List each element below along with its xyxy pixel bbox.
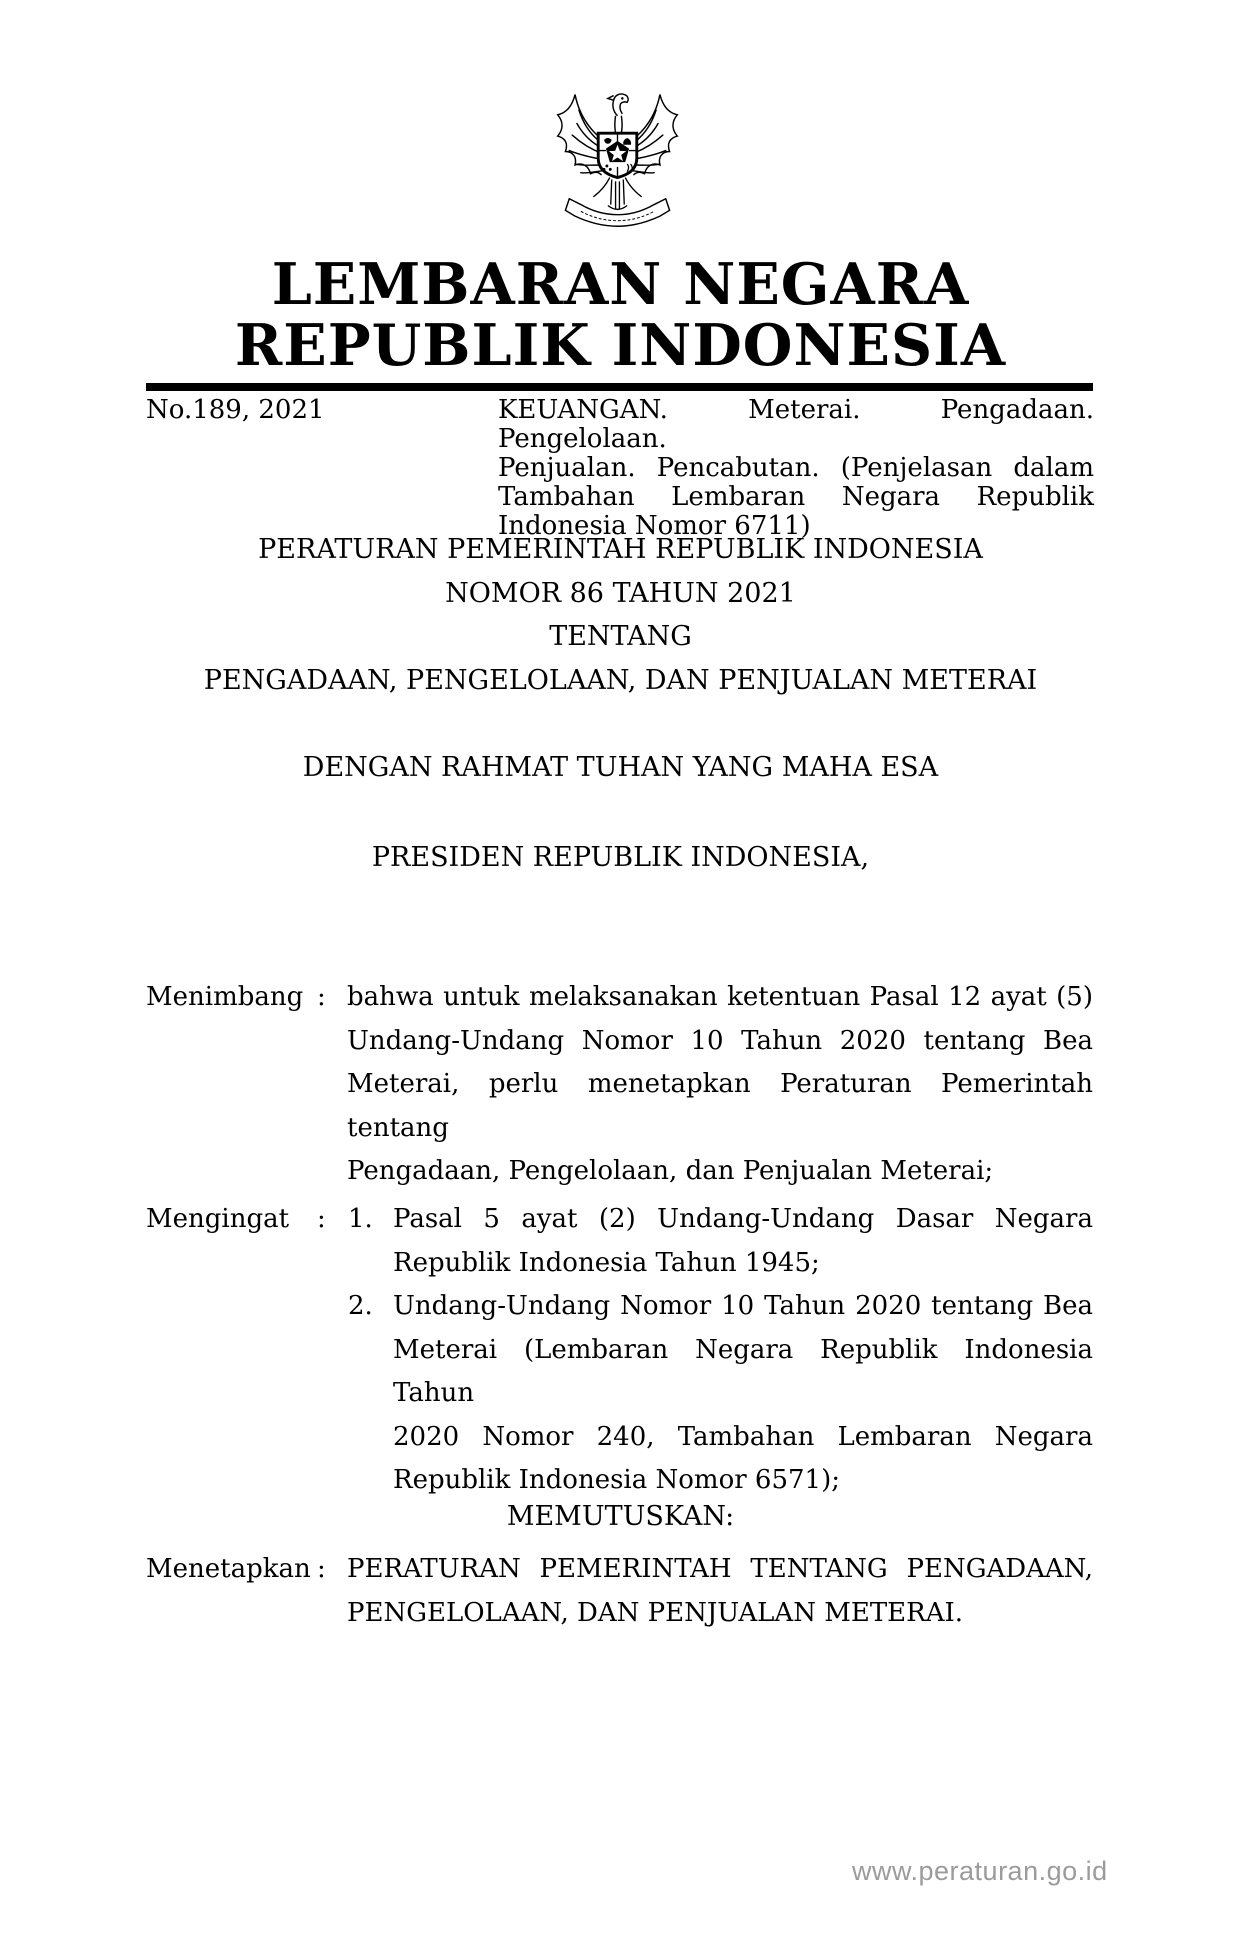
deciding-line: PENGELOLAAN, DAN PENJUALAN METERAI. (347, 1597, 964, 1628)
edition-subject-line: KEUANGAN. Meterai. Pengadaan. Pengelolaan. (498, 395, 1094, 454)
masthead-divider-rule (146, 383, 1093, 391)
considering-line: bahwa untuk melaksanakan ketentuan Pasal 12 ayat (5) (347, 982, 1093, 1012)
list-item-number: 1. (348, 1204, 373, 1234)
regulation-number-line: NOMOR 86 TAHUN 2021 (445, 578, 796, 609)
legal-basis-list (348, 1198, 1093, 1503)
edition-number: No.189, 2021 (146, 395, 325, 425)
regulation-title-line1: PERATURAN PEMERINTAH REPUBLIK INDONESIA (258, 534, 983, 565)
garuda-pancasila-icon (540, 83, 695, 247)
regulation-subject-line: PENGADAAN, PENGELOLAAN, DAN PENJUALAN METERAI (203, 665, 1038, 696)
deciding-line: PERATURAN PEMERINTAH TENTANG PENGADAAN, (347, 1554, 1093, 1584)
list-item-line: 2020 Nomor 240, Tambahan Lembaran Negara (393, 1421, 1093, 1452)
considering-line: Pengadaan, Pengelolaan, dan Penjualan Meterai; (347, 1156, 994, 1186)
deciding-colon: : (317, 1554, 326, 1584)
garuda-pancasila-emblem (540, 83, 695, 247)
considering-paragraph (347, 976, 1093, 1194)
masthead (0, 251, 1241, 379)
list-item-text (393, 1285, 1093, 1503)
deciding-paragraph (347, 1548, 1093, 1635)
considering-line: Undang-Undang Nomor 10 Tahun 2020 tentang Bea (347, 1025, 1093, 1056)
list-item-line: Republik Indonesia Nomor 6571); (393, 1465, 840, 1495)
masthead-title-line2: REPUBLIK INDONESIA (234, 312, 1007, 379)
list-item-number: 2. (348, 1291, 373, 1321)
regulation-tentang-line: TENTANG (549, 621, 692, 652)
deciding-label: Menetapkan (146, 1554, 311, 1584)
edition-subject-line: Penjualan. Pencabutan. (Penjelasan dalam (498, 453, 1094, 483)
remembering-colon: : (317, 1204, 326, 1234)
considering-line: Meterai, perlu menetapkan Peraturan Pemerintah tentang (347, 1069, 1093, 1143)
considering-label: Menimbang (146, 982, 304, 1012)
edition-subject-line: Tambahan Lembaran Negara Republik (498, 482, 1094, 512)
masthead-title-line1: LEMBARAN NEGARA (271, 251, 970, 318)
remembering-label: Mengingat (146, 1204, 290, 1234)
considering-section (146, 976, 1093, 1194)
considering-colon: : (317, 982, 326, 1012)
edition-subject (498, 396, 1094, 541)
list-item (348, 1285, 1093, 1503)
edition-subject-line: Indonesia Nomor 6711) (498, 511, 811, 541)
remembering-section (146, 1198, 1093, 1503)
list-item-line: Meterai (Lembaran Negara Republik Indonesia Tahun (393, 1334, 1093, 1408)
list-item-text (393, 1198, 1093, 1285)
list-item-line: Pasal 5 ayat (2) Undang-Undang Dasar Negara (393, 1204, 1093, 1234)
list-item (348, 1198, 1093, 1285)
authority-line: PRESIDEN REPUBLIK INDONESIA, (371, 842, 870, 873)
watermark-url: www.peraturan.go.id (852, 1856, 1108, 1886)
invocation-line: DENGAN RAHMAT TUHAN YANG MAHA ESA (302, 752, 939, 783)
list-item-line: Undang-Undang Nomor 10 Tahun 2020 tentang Bea (393, 1291, 1093, 1321)
deciding-section (146, 1548, 1093, 1635)
decision-heading: MEMUTUSKAN: (506, 1501, 735, 1532)
list-item-line: Republik Indonesia Tahun 1945; (393, 1247, 820, 1278)
